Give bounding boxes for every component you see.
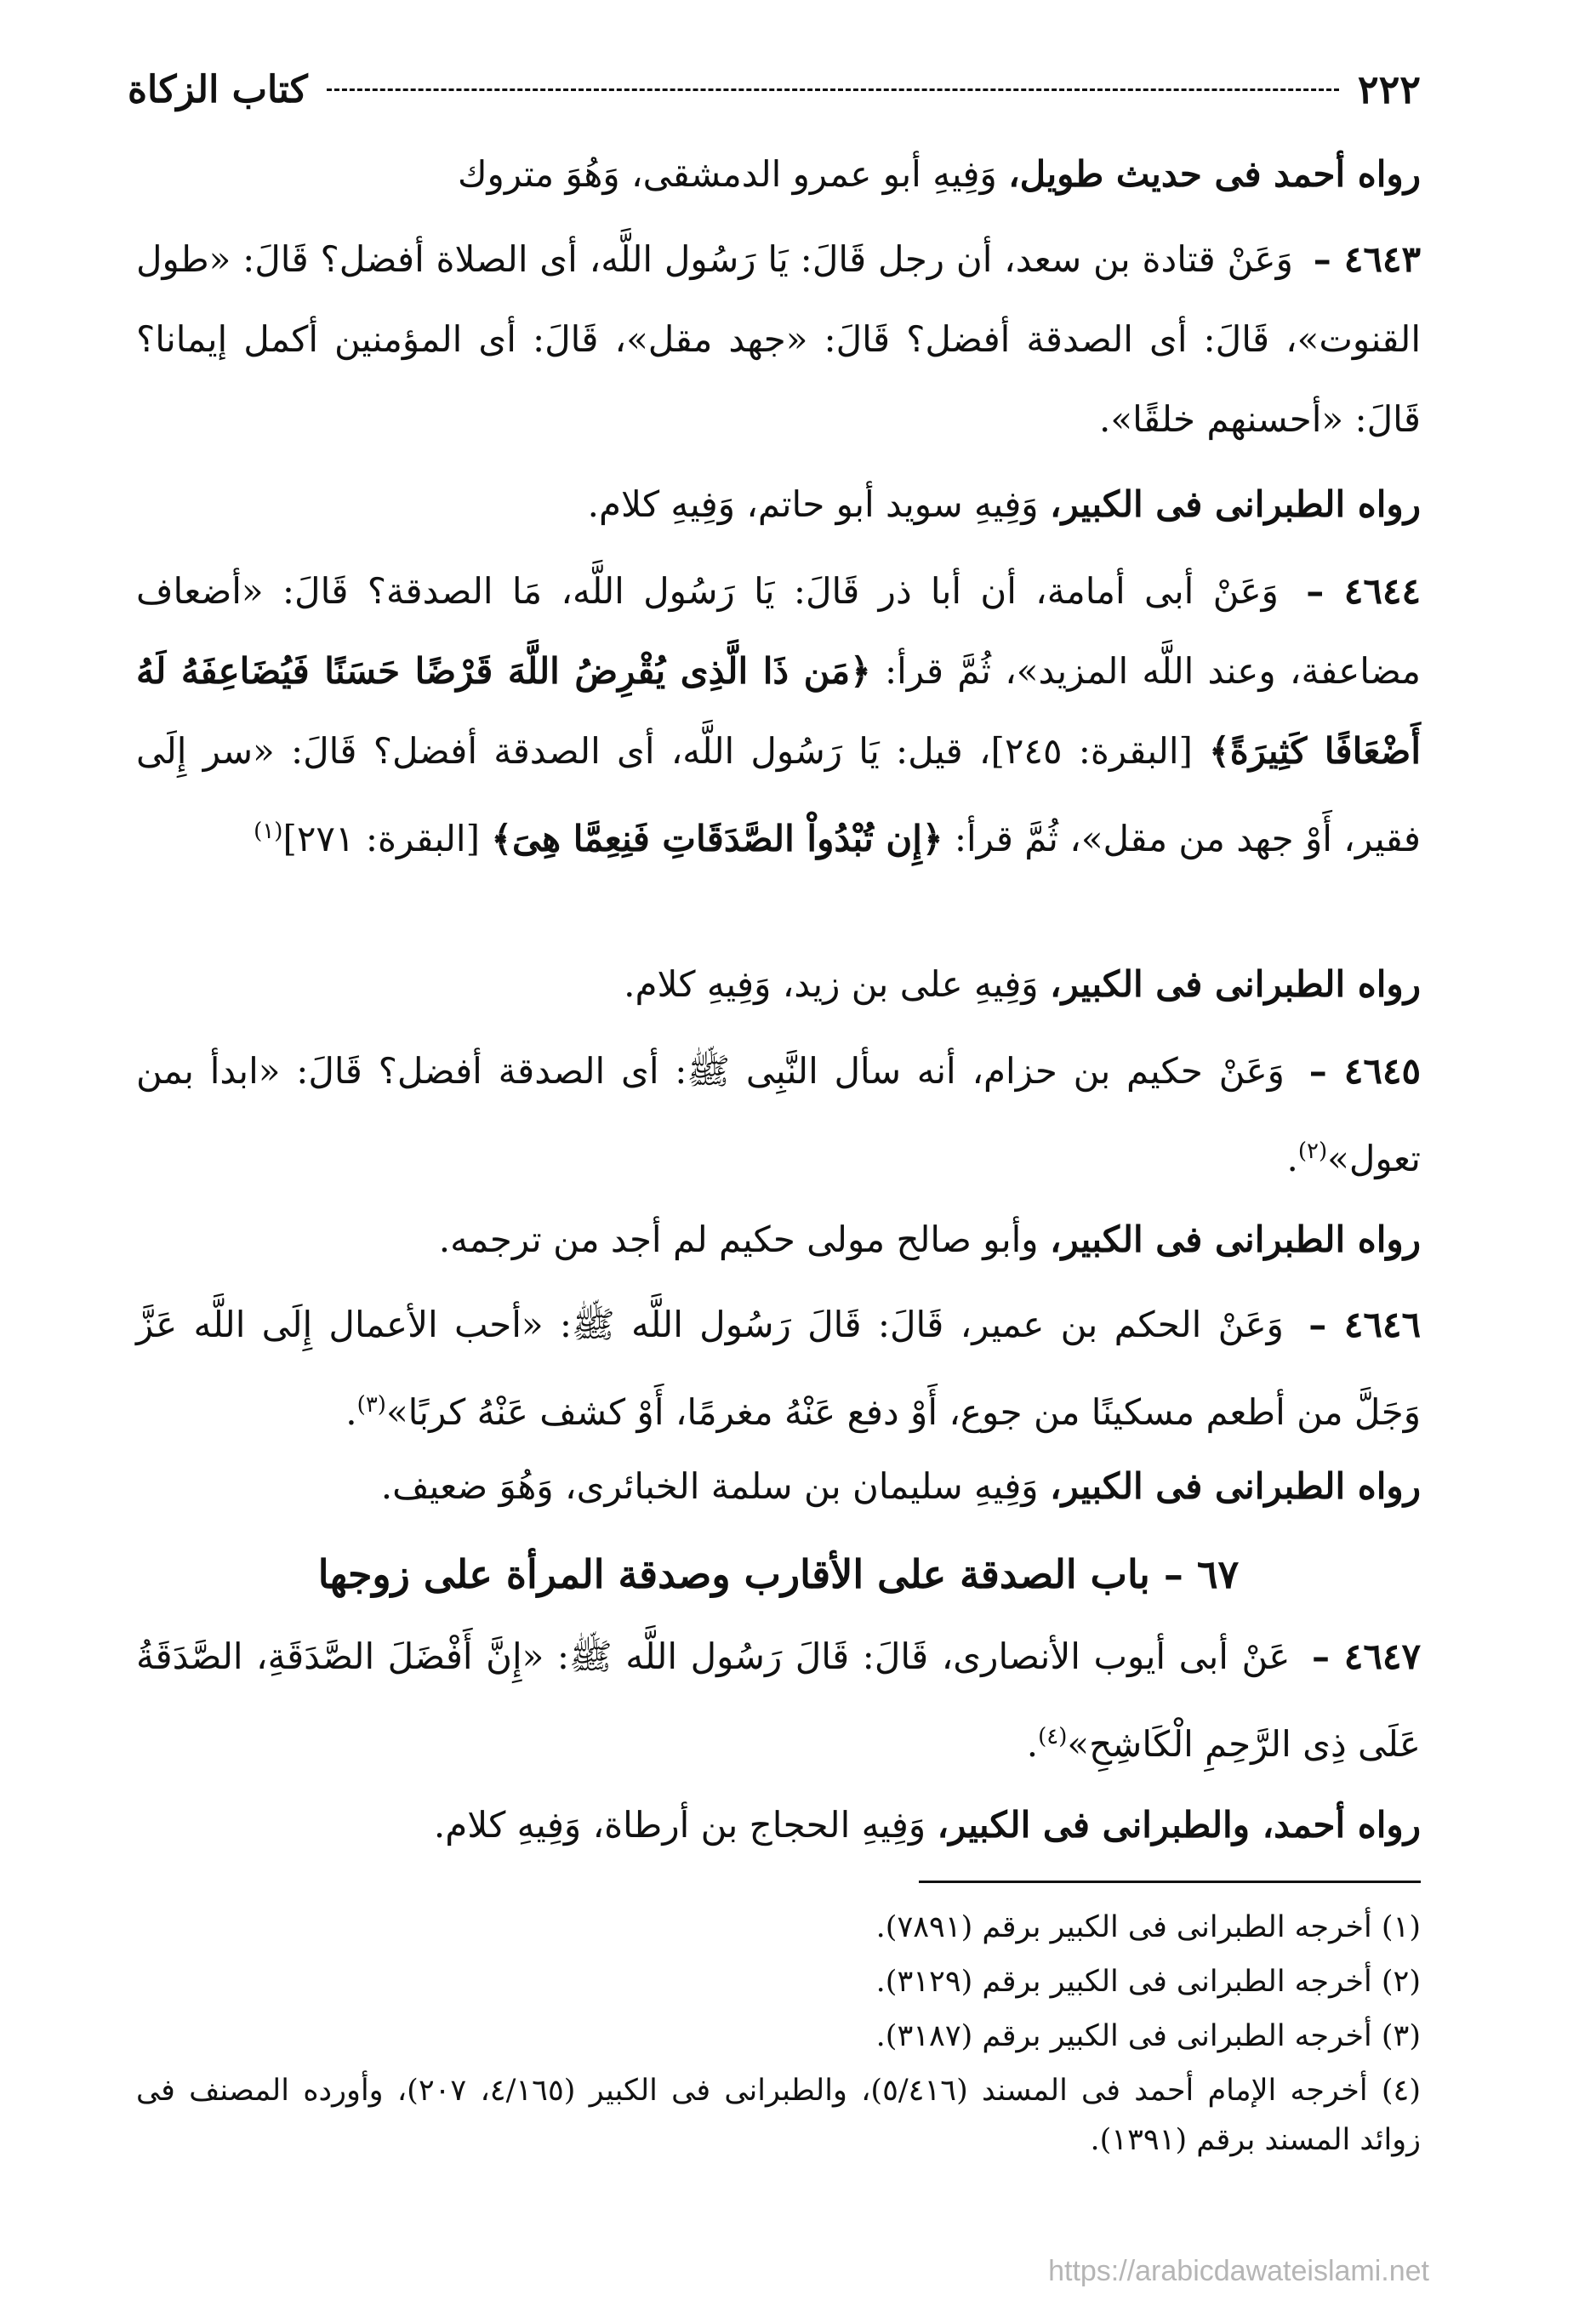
source-citation: رواه الطبرانى فى الكبير، — [1049, 1219, 1421, 1260]
source-note — [136, 1200, 1421, 1280]
page-number: ٢٢٢ — [1357, 66, 1421, 112]
hadith-number: ٤٦٤٣ – — [1313, 238, 1421, 280]
chapter-heading: ٦٧ – باب الصدقة على الأقارب وصدقة المرأة على زوجها — [317, 1551, 1240, 1597]
footnote-marker: (٢) — [1297, 1139, 1328, 1164]
hadith-number: ٤٦٤٤ – — [1306, 570, 1422, 612]
source-comment: وأبو صالح مولى حكيم لم أجد من ترجمه. — [438, 1219, 1050, 1260]
source-citation: رواه الطبرانى فى الكبير، — [1049, 963, 1421, 1005]
hadith-4647: ٤٦٤٧ – عَنْ أبى أيوب الأنصارى، قَالَ: قَالَ رَسُول اللَّه ﷺ: «إِنَّ أَفْضَلَ الصَّدَقَةِ، الصَّدَقَةُ عَلَى ذِى الرَّحِمِ الْكَاشِحِ»$^{(٤)}$. — [136, 1635, 1421, 1765]
source-note — [136, 1447, 1421, 1527]
hadith-text: وَعَنْ قتادة بن سعد، أن رجل قَالَ: يَا رَسُول اللَّه، أى الصلاة أفضل؟ قَالَ: «طول القنوت»، قَالَ: أى الصدقة أفضل؟ قَالَ: «جهد مقل»، قَالَ: أى المؤمنين أكمل إيمانا؟ قَالَ: «أحسنهم خلقًا». — [136, 238, 1421, 440]
source-comment: وَفِيهِ سليمان بن سلمة الخبائرى، وَهُوَ ضعيف. — [380, 1465, 1050, 1507]
source-note — [136, 465, 1421, 545]
book-title: كتاب الزكاة — [128, 67, 308, 111]
source-comment: وَفِيهِ أبو عمرو الدمشقى، وَهُوَ متروك — [457, 153, 1009, 195]
hadith-number: ٤٦٤٦ – — [1308, 1304, 1422, 1345]
footnote: (٢) أخرجه الطبرانى فى الكبير برقم (٣١٢٩). — [875, 1965, 1421, 1999]
watermark: https://arabicdawateislami.net — [1048, 2255, 1429, 2287]
source-citation: رواه أحمد، والطبرانى فى الكبير، — [937, 1804, 1421, 1846]
hadith-text: عَنْ أبى أيوب الأنصارى، قَالَ: قَالَ رَسُول اللَّه ﷺ: «إِنَّ أَفْضَلَ الصَّدَقَةِ، الصَّدَقَةُ عَلَى ذِى الرَّحِمِ الْكَاشِحِ» — [136, 1635, 1421, 1765]
hadith-4645: ٤٦٤٥ – وَعَنْ حكيم بن حزام، أنه سأل النَّبِى ﷺ: أى الصدقة أفضل؟ قَالَ: «ابدأ بمن تعول»$^{(٢)}$. — [136, 1050, 1422, 1179]
source-citation: رواه الطبرانى فى الكبير، — [1049, 1465, 1421, 1507]
source-citation: رواه أحمد فى حديث طويل، — [1008, 153, 1421, 195]
footnote-marker: (٤) — [1038, 1724, 1068, 1749]
source-note — [136, 1785, 1421, 1865]
source-citation: رواه الطبرانى فى الكبير، — [1049, 483, 1421, 525]
running-header — [128, 60, 1421, 119]
source-comment: وَفِيهِ سويد أبو حاتم، وَفِيهِ كلام. — [587, 483, 1050, 525]
quran-verse: ﴿مَن ذَا الَّذِى يُقْرِضُ اللَّهَ قَرْضًا حَسَنًا فَيُضَاعِفَهُ لَهُ أَضْعَافًا كَثِيرَةً﴾ — [136, 650, 1421, 772]
quran-verse: ﴿إِن تُبْدُواْ الصَّدَقَاتِ فَنِعِمَّا هِىَ﴾ — [491, 818, 943, 859]
source-comment: وَفِيهِ على بن زيد، وَفِيهِ كلام. — [624, 963, 1050, 1005]
footnote: (٤) أخرجه الإمام أحمد فى المسند (٥/٤١٦)، والطبرانى فى الكبير (٤/١٦٥، ٢٠٧)، وأورده المصنف فى زوائد المسند برقم (١٣٩١). — [136, 2074, 1421, 2157]
hadith-text: [البقرة: ٢٤٥]، قيل: يَا رَسُول اللَّه، أى الصدقة أفضل؟ قَالَ: «سر إِلَى فقير، أَوْ جهد من مقل»، ثُمَّ قرأ: — [136, 730, 1421, 859]
header-divider — [327, 88, 1339, 91]
hadith-4646: ٤٦٤٦ – وَعَنْ الحكم بن عمير، قَالَ: قَالَ رَسُول اللَّه ﷺ: «أحب الأعمال إِلَى اللَّه عَزَّ وَجَلَّ من أطعم مسكينًا من جوع، أَوْ دفع عَنْهُ مغرمًا، أَوْ كشف عَنْهُ كربًا»$^{(٣)}$. — [136, 1304, 1422, 1433]
hadith-number: ٤٦٤٧ – — [1311, 1635, 1421, 1677]
hadith-text: وَعَنْ الحكم بن عمير، قَالَ: قَالَ رَسُول اللَّه ﷺ: «أحب الأعمال إِلَى اللَّه عَزَّ وَجَلَّ من أطعم مسكينًا من جوع، أَوْ دفع عَنْهُ مغرمًا، أَوْ كشف عَنْهُ كربًا» — [136, 1304, 1421, 1433]
footnote: (٣) أخرجه الطبرانى فى الكبير برقم (٣١٨٧). — [875, 2019, 1421, 2053]
hadith-number: ٤٦٤٥ – — [1308, 1050, 1422, 1092]
hadith-4643 — [136, 220, 1421, 459]
footnote-marker: (١) — [254, 819, 283, 844]
hadith-text: وَعَنْ أبى أمامة، أن أبا ذر قَالَ: يَا رَسُول اللَّه، مَا الصدقة؟ قَالَ: «أضعاف مضاعفة، وعند اللَّه المزيد»، ثُمَّ قرأ: — [136, 570, 1421, 692]
footnote-marker: (٣) — [356, 1392, 386, 1418]
source-comment: وَفِيهِ الحجاج بن أرطاة، وَفِيهِ كلام. — [433, 1804, 938, 1846]
source-note — [136, 945, 1421, 1025]
footnote-divider — [919, 1881, 1421, 1883]
footnote: (١) أخرجه الطبرانى فى الكبير برقم (٧٨٩١). — [875, 1910, 1421, 1944]
hadith-text: وَعَنْ حكيم بن حزام، أنه سأل النَّبِى ﷺ: أى الصدقة أفضل؟ قَالَ: «ابدأ بمن تعول» — [136, 1050, 1421, 1179]
hadith-text: [البقرة: ٢٧١] — [282, 818, 492, 859]
source-note — [136, 134, 1421, 214]
hadith-4644 — [136, 551, 1421, 879]
